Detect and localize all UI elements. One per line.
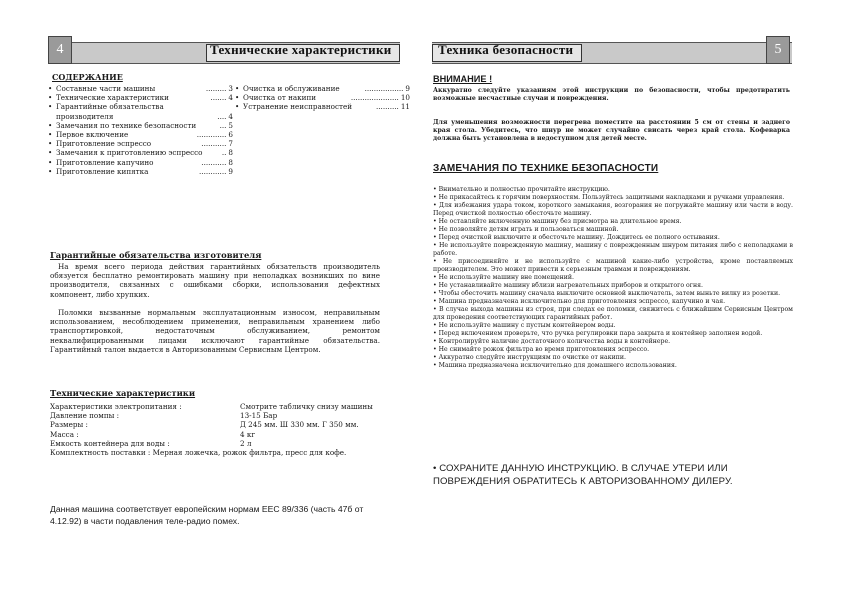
contents-title: СОДЕРЖАНИЕ [52, 72, 123, 82]
list-item: • Машина предназначена исключительно для домашнего использования. [433, 362, 677, 369]
spec-row: Масса : 4 кг [50, 429, 256, 439]
list-item: • В случае выхода машины из строя, при следах ее поломки, свяжитесь с ближайшим Сервисным Центром для проведения соответствующих гарантийных работ. [433, 306, 793, 321]
spec-row: Емкость контейнера для воды : 2 л [50, 438, 252, 448]
right-header [432, 36, 792, 66]
list-item: • Машина предназначена исключительно для приготовления эспрессо, капучино и чая. [433, 298, 726, 305]
contents-item[interactable]: • Замечания к приготовлению эспрессо .. 8 [48, 148, 233, 158]
list-item: • Не используйте поврежденную машину, машину с поврежденным шнуром питания либо с неполадками в работе. [433, 242, 793, 257]
attention-paragraph-1: Аккуратно следуйте указаниям этой инструкции по безопасности, чтобы предотвратить возможные несчастные случаи и повреждения. [433, 87, 790, 102]
page-number: 5 [766, 36, 790, 64]
list-item: • Чтобы обесточить машину сначала выключите основной выключатель, затем выньте вилку из розетки. [433, 290, 781, 297]
left-header [48, 36, 400, 66]
contents-item[interactable]: • Очистка от накипи ..................... 10 [235, 93, 410, 103]
spec-row: Характеристики электропитания : Смотрите табличку снизу машины [50, 402, 373, 411]
attention-paragraph-2: Для уменьшения возможности перегрева поместите на расстоянии 5 см от стены и заднего края стола. Убедитесь, что шнур не может случайно свисать через край стола. Кофеварка должна быть установлена в недоступном для детей месте. [433, 119, 790, 142]
contents-item[interactable]: • Приготовление капучино ........... 8 [48, 157, 233, 167]
warranty-title: Гарантийные обязательства изготовителя [50, 250, 262, 260]
contents-column-1 [48, 84, 233, 176]
list-item: • Не оставляйте включенную машину без присмотра на длительное время. [433, 218, 682, 225]
spec-row: Давление помпы : 13-15 Бар [50, 411, 278, 421]
list-item: • Не присоединяйте и не используйте с машиной какие-либо устройства, кроме поставляемых производителем. Это может привести к серьезным травмам и повреждениям. [433, 258, 793, 273]
list-item: • Внимательно и полностью прочитайте инструкцию. [433, 186, 610, 193]
page-number: 4 [48, 36, 72, 64]
specs-table [50, 402, 390, 457]
list-item: • Не используйте машину вне помещений. [433, 274, 575, 281]
list-item: • Для избежания удара током, короткого замыкания, возгорания не погружайте машину или части в воду. Перед очисткой полностью обесточьте машину. [433, 202, 793, 217]
list-item: • Перед включением проверьте, что ручка регулировки пара закрыта и контейнер заполнен водой. [433, 330, 763, 337]
contents-item[interactable]: • Первое включение ............. 6 [48, 130, 233, 139]
contents-item[interactable]: • Гарантийные обязательства производителя .... 4 [48, 102, 233, 121]
safety-title: ЗАМЕЧАНИЯ ПО ТЕХНИКЕ БЕЗОПАСНОСТИ [433, 163, 659, 174]
spec-equipment: Комплектность поставки : Мерная ложечка, рожок фильтра, пресс для кофе. [50, 448, 347, 458]
attention-title: ВНИМАНИЕ ! [433, 74, 493, 84]
list-item: • Контролируйте наличие достаточного количества воды в контейнере. [433, 338, 671, 345]
safety-list [433, 186, 793, 370]
contents-item[interactable]: • Приготовление кипятка ............ 9 [48, 166, 233, 176]
specs-title: Технические характеристики [50, 388, 196, 398]
warranty-paragraph-2: Поломки вызванные нормальным эксплуатационным износом, неправильным использованием, несоблюдением применения, неправильным хранением либо транспортировкой, недостаточным обслуживанием, ремонтом неквалифицированными лицами исключают гарантийные обязательства. Гарантийный талон выдается в Авторизованным Сервисным Центром. [50, 308, 380, 354]
final-note: • СОХРАНИТЕ ДАННУЮ ИНСТРУКЦИЮ. В СЛУЧАЕ УТЕРИ ИЛИ ПОВРЕЖДЕНИЯ ОБРАТИТЕСЬ К АВТОРИЗОВАННОМУ ДИЛЕРУ. [433, 463, 733, 487]
page-title: Техника безопасности [438, 42, 574, 57]
list-item: • Перед очисткой выключите и обесточьте машину. Дождитесь ее полного остывания. [433, 234, 720, 241]
contents-item[interactable]: • Составные части машины ......... 3 [48, 84, 233, 93]
contents-item[interactable]: • Технические характеристики ....... 4 [48, 93, 233, 103]
contents-column-2 [235, 84, 410, 112]
contents-item[interactable]: • Очистка и обслуживание ................. 9 [235, 84, 410, 93]
contents-item[interactable]: • Замечания по технике безопасности ... 5 [48, 120, 233, 130]
page-title: Технические характеристики [210, 42, 392, 57]
list-item: • Не прикасайтесь к горячим поверхностям. Пользуйтесь защитными накладками и ручками управления. [433, 194, 785, 201]
contents-item[interactable]: • Приготовление эспрессо ........... 7 [48, 139, 233, 149]
spec-row: Размеры : Д 245 мм. Ш 330 мм. Г 350 мм. [50, 420, 359, 430]
list-item: • Не позволяйте детям играть и пользоваться машиной. [433, 226, 619, 233]
list-item: • Аккуратно следуйте инструкциям по очистке от накипи. [433, 354, 626, 361]
list-item: • Не устанавливайте машину вблизи нагревательных приборов и открытого огня. [433, 282, 703, 289]
conformity-note: Данная машина соответствует европейским нормам ЕЕС 89/336 (часть 47б от 4.12.92) в части подавления теле-радио помех. [50, 504, 364, 526]
list-item: • Не снимайте рожок фильтра во время приготовления эспрессо. [433, 346, 650, 353]
list-item: • Не используйте машину с пустым контейнером воды. [433, 322, 616, 329]
warranty-paragraph-1: На время всего периода действия гарантийных обязательств производитель обязуется бесплатно ремонтировать машину при неполадках возникших по вине производителя, связанных с ошибками сборки, использования дефектных компонент, либо хрупких. [50, 262, 380, 299]
contents-item[interactable]: • Устранение неисправностей .......... 11 [235, 102, 410, 112]
